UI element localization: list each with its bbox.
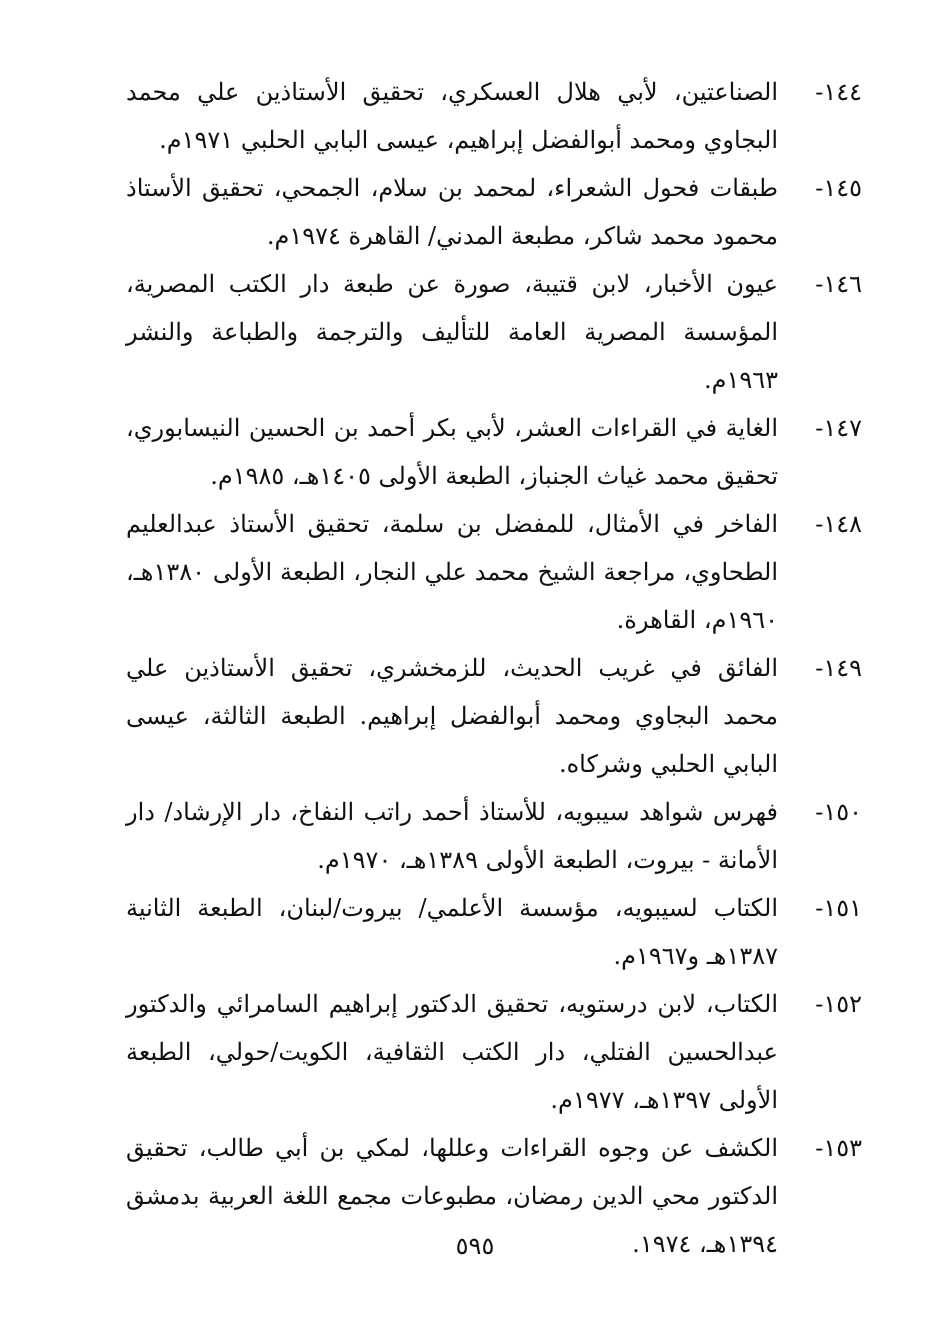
entry-text: الكتاب لسيبويه، مؤسسة الأعلمي/ بيروت/لبنان، الطبعة الثانية ١٣٨٧هـ و١٩٦٧م. [126,894,778,970]
bibliography-entry [126,500,862,644]
page-number: ٥٩٥ [455,1232,495,1260]
bibliography-entry [126,164,862,260]
entry-text: الفائق في غريب الحديث، للزمخشري، تحقيق الأستاذين علي محمد البجاوي ومحمد أبوالفضل إبراهيم. الطبعة الثالثة، عيسى البابي الحلبي وشركاه. [126,654,778,778]
entry-text: طبقات فحول الشعراء، لمحمد بن سلام، الجمحي، تحقيق الأستاذ محمود محمد شاكر، مطبعة المدني/ القاهرة ١٩٧٤م. [126,174,778,250]
bibliography-entry [126,980,862,1124]
entry-text: الفاخر في الأمثال، للمفضل بن سلمة، تحقيق الأستاذ عبدالعليم الطحاوي، مراجعة الشيخ محمد علي النجار، الطبعة الأولى ١٣٨٠هـ، ١٩٦٠م، القاهرة. [126,510,778,634]
entry-text: الكشف عن وجوه القراءات وعللها، لمكي بن أبي طالب، تحقيق الدكتور محي الدين رمضان، مطبوعات مجمع اللغة العربية بدمشق ١٣٩٤هـ، ١٩٧٤. [126,1134,778,1258]
bibliography-list [126,68,862,1268]
entry-number: ١٥١- [815,894,862,922]
entry-text: الصناعتين، لأبي هلال العسكري، تحقيق الأستاذين علي محمد البجاوي ومحمد أبوالفضل إبراهيم، عيسى البابي الحلبي ١٩٧١م. [126,78,778,154]
entry-text: فهرس شواهد سيبويه، للأستاذ أحمد راتب النفاخ، دار الإرشاد/ دار الأمانة - بيروت، الطبعة الأولى ١٣٨٩هـ، ١٩٧٠م. [126,798,778,874]
entry-number: ١٤٤- [815,78,862,106]
entry-number: ١٥٠- [815,798,862,826]
entry-number: ١٥٢- [815,990,862,1018]
bibliography-entry [126,884,862,980]
entry-number: ١٤٥- [815,174,862,202]
entry-text: عيون الأخبار، لابن قتيبة، صورة عن طبعة دار الكتب المصرية، المؤسسة المصرية العامة للتأليف والترجمة والطباعة والنشر ١٩٦٣م. [126,270,778,394]
entry-number: ١٥٣- [815,1134,862,1162]
entry-number: ١٤٩- [815,654,862,682]
bibliography-entry [126,788,862,884]
bibliography-entry [126,260,862,404]
bibliography-entry [126,68,862,164]
bibliography-entry [126,404,862,500]
entry-text: الغاية في القراءات العشر، لأبي بكر أحمد بن الحسين النيسابوري، تحقيق محمد غياث الجنباز، الطبعة الأولى ١٤٠٥هـ، ١٩٨٥م. [126,414,779,490]
entry-number: ١٤٧- [815,414,862,442]
entry-text: الكتاب، لابن درستويه، تحقيق الدكتور إبراهيم السامرائي والدكتور عبدالحسين الفتلي، دار الكتب الثقافية، الكويت/حولي، الطبعة الأولى ١٣٩٧هـ، ١٩٧٧م. [126,990,778,1114]
entry-number: ١٤٨- [815,510,862,538]
bibliography-entry [126,644,862,788]
entry-number: ١٤٦- [815,270,862,298]
